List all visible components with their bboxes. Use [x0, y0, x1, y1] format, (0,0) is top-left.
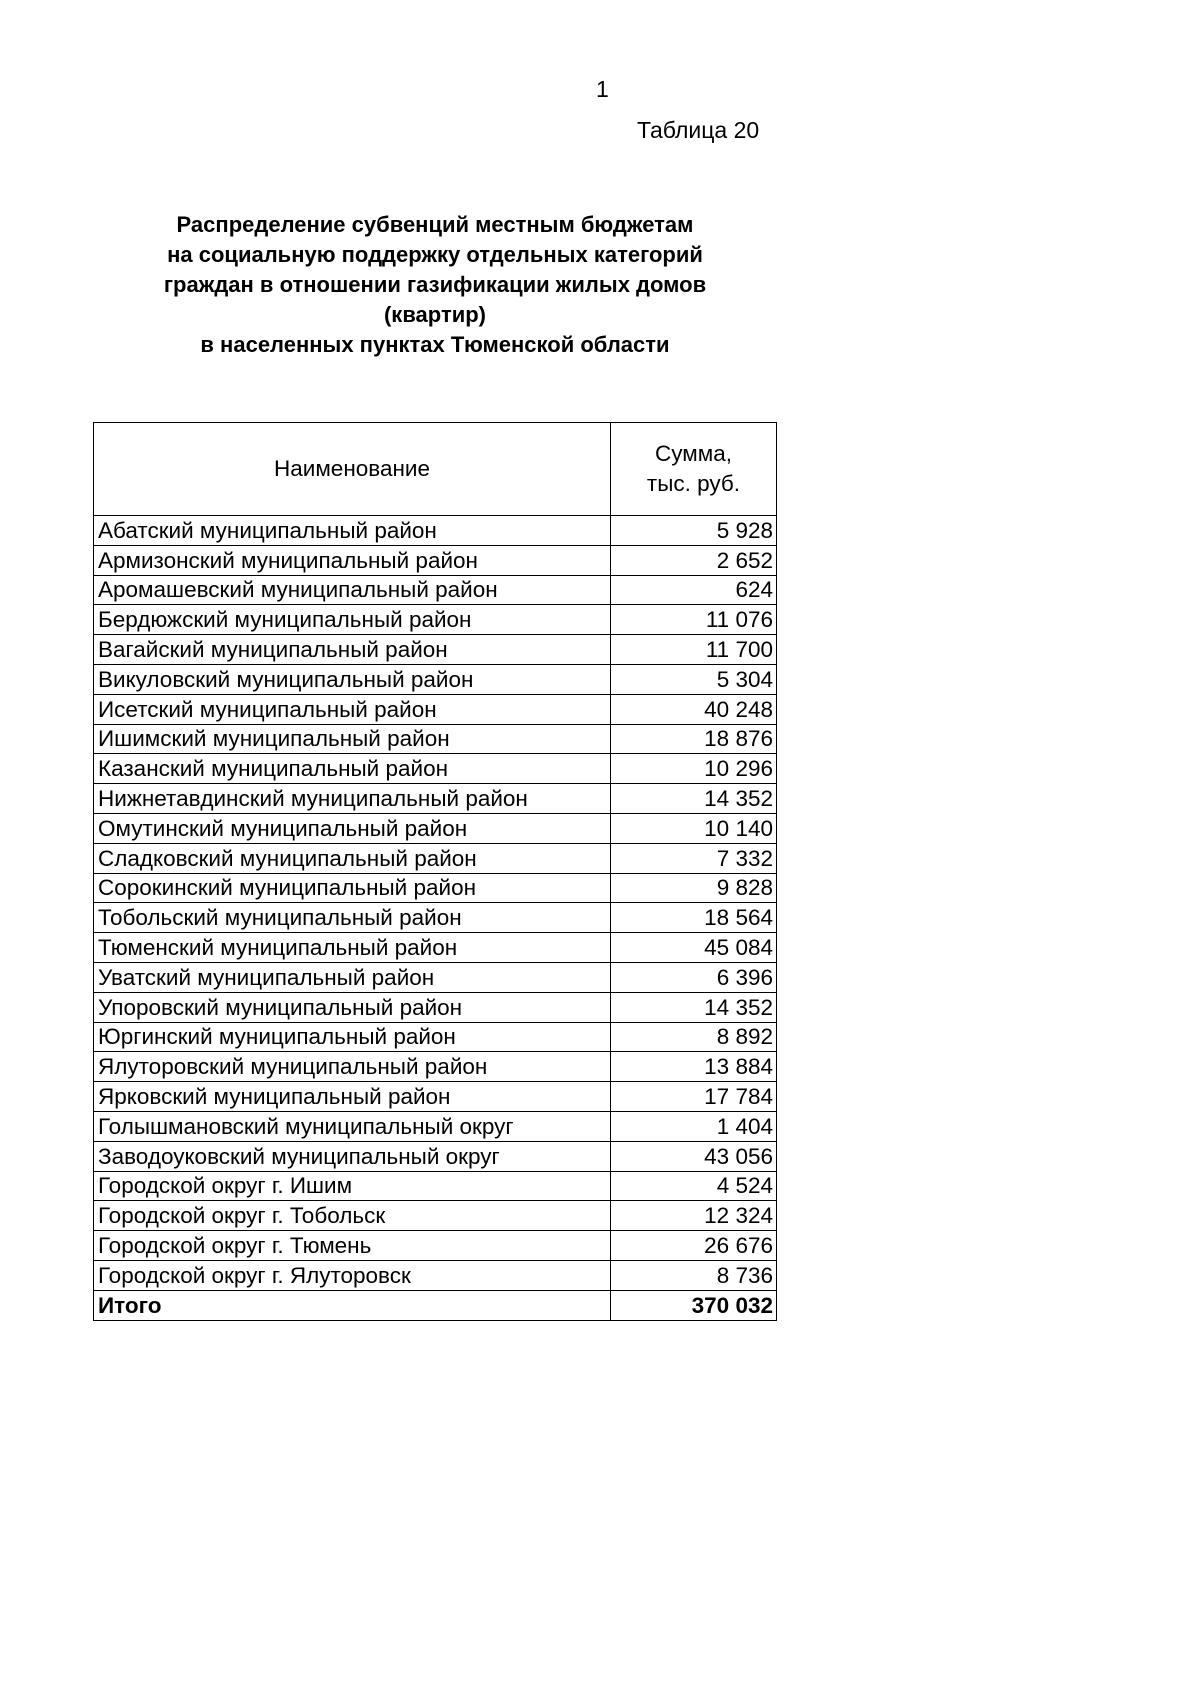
subvention-table	[93, 422, 777, 1321]
table-row	[94, 962, 777, 992]
table-row	[94, 635, 777, 665]
municipality-name: Армизонский муниципальный район	[94, 545, 611, 575]
table-label: Таблица 20	[637, 117, 760, 143]
table-row	[94, 1201, 777, 1231]
municipality-name: Ярковский муниципальный район	[94, 1082, 611, 1112]
title-line: граждан в отношении газификации жилых домов	[163, 272, 707, 297]
municipality-name: Казанский муниципальный район	[94, 754, 611, 784]
title-line: (квартир)	[383, 302, 487, 327]
municipality-name: Омутинский муниципальный район	[94, 813, 611, 843]
page-number: 1	[596, 76, 609, 102]
amount-value: 12 324	[611, 1201, 777, 1231]
municipality-name: Упоровский муниципальный район	[94, 992, 611, 1022]
table-row	[94, 843, 777, 873]
total-label: Итого	[94, 1290, 611, 1320]
municipality-name: Сладковский муниципальный район	[94, 843, 611, 873]
table-row	[94, 724, 777, 754]
amount-value: 14 352	[611, 784, 777, 814]
municipality-name: Аромашевский муниципальный район	[94, 575, 611, 605]
amount-value: 18 564	[611, 903, 777, 933]
table-row	[94, 1022, 777, 1052]
table-row	[94, 813, 777, 843]
amount-value: 624	[611, 575, 777, 605]
amount-value: 8 736	[611, 1260, 777, 1290]
table-row	[94, 694, 777, 724]
amount-value: 5 928	[611, 516, 777, 546]
table-row	[94, 545, 777, 575]
amount-value: 11 076	[611, 605, 777, 635]
amount-value: 43 056	[611, 1141, 777, 1171]
amount-value: 14 352	[611, 992, 777, 1022]
municipality-name: Городской округ г. Тюмень	[94, 1231, 611, 1261]
amount-value: 45 084	[611, 933, 777, 963]
amount-value: 1 404	[611, 1111, 777, 1141]
total-row	[94, 1290, 777, 1320]
municipality-name: Заводоуковский муниципальный округ	[94, 1141, 611, 1171]
title-line: в населенных пунктах Тюменской области	[200, 332, 670, 357]
table-row	[94, 575, 777, 605]
amount-value: 26 676	[611, 1231, 777, 1261]
title-line: на социальную поддержку отдельных категорий	[167, 242, 703, 267]
total-amount: 370 032	[611, 1290, 777, 1320]
table-row	[94, 1111, 777, 1141]
column-header-name: Наименование	[94, 423, 611, 516]
amount-value: 7 332	[611, 843, 777, 873]
table-row	[94, 992, 777, 1022]
amount-value: 13 884	[611, 1052, 777, 1082]
table-header-row	[94, 423, 777, 516]
table-row	[94, 1082, 777, 1112]
municipality-name: Ялуторовский муниципальный район	[94, 1052, 611, 1082]
municipality-name: Городской округ г. Ялуторовск	[94, 1260, 611, 1290]
amount-value: 11 700	[611, 635, 777, 665]
table-row	[94, 873, 777, 903]
table-body	[94, 516, 777, 1321]
document-title	[120, 210, 750, 360]
municipality-name: Тюменский муниципальный район	[94, 933, 611, 963]
municipality-name: Бердюжский муниципальный район	[94, 605, 611, 635]
municipality-name: Тобольский муниципальный район	[94, 903, 611, 933]
municipality-name: Вагайский муниципальный район	[94, 635, 611, 665]
table-row	[94, 784, 777, 814]
title-line: Распределение субвенций местным бюджетам	[176, 212, 694, 237]
column-header-amount-line2: тыс. руб.	[646, 471, 741, 496]
amount-value: 40 248	[611, 694, 777, 724]
amount-value: 8 892	[611, 1022, 777, 1052]
table-row	[94, 605, 777, 635]
table-row	[94, 516, 777, 546]
table-row	[94, 933, 777, 963]
amount-value: 9 828	[611, 873, 777, 903]
table-row	[94, 1052, 777, 1082]
municipality-name: Викуловский муниципальный район	[94, 664, 611, 694]
table-row	[94, 754, 777, 784]
municipality-name: Нижнетавдинский муниципальный район	[94, 784, 611, 814]
amount-value: 10 140	[611, 813, 777, 843]
amount-value: 18 876	[611, 724, 777, 754]
amount-value: 5 304	[611, 664, 777, 694]
table-row	[94, 903, 777, 933]
amount-value: 6 396	[611, 962, 777, 992]
municipality-name: Городской округ г. Тобольск	[94, 1201, 611, 1231]
amount-value: 17 784	[611, 1082, 777, 1112]
municipality-name: Сорокинский муниципальный район	[94, 873, 611, 903]
municipality-name: Исетский муниципальный район	[94, 694, 611, 724]
municipality-name: Юргинский муниципальный район	[94, 1022, 611, 1052]
table-row	[94, 664, 777, 694]
amount-value: 10 296	[611, 754, 777, 784]
table-row	[94, 1171, 777, 1201]
municipality-name: Уватский муниципальный район	[94, 962, 611, 992]
table-row	[94, 1231, 777, 1261]
column-header-amount-line1: Сумма,	[655, 441, 732, 466]
municipality-name: Голышмановский муниципальный округ	[94, 1111, 611, 1141]
municipality-name: Ишимский муниципальный район	[94, 724, 611, 754]
table-row	[94, 1141, 777, 1171]
table-row	[94, 1260, 777, 1290]
amount-value: 4 524	[611, 1171, 777, 1201]
municipality-name: Абатский муниципальный район	[94, 516, 611, 546]
column-header-amount	[611, 423, 777, 516]
municipality-name: Городской округ г. Ишим	[94, 1171, 611, 1201]
amount-value: 2 652	[611, 545, 777, 575]
